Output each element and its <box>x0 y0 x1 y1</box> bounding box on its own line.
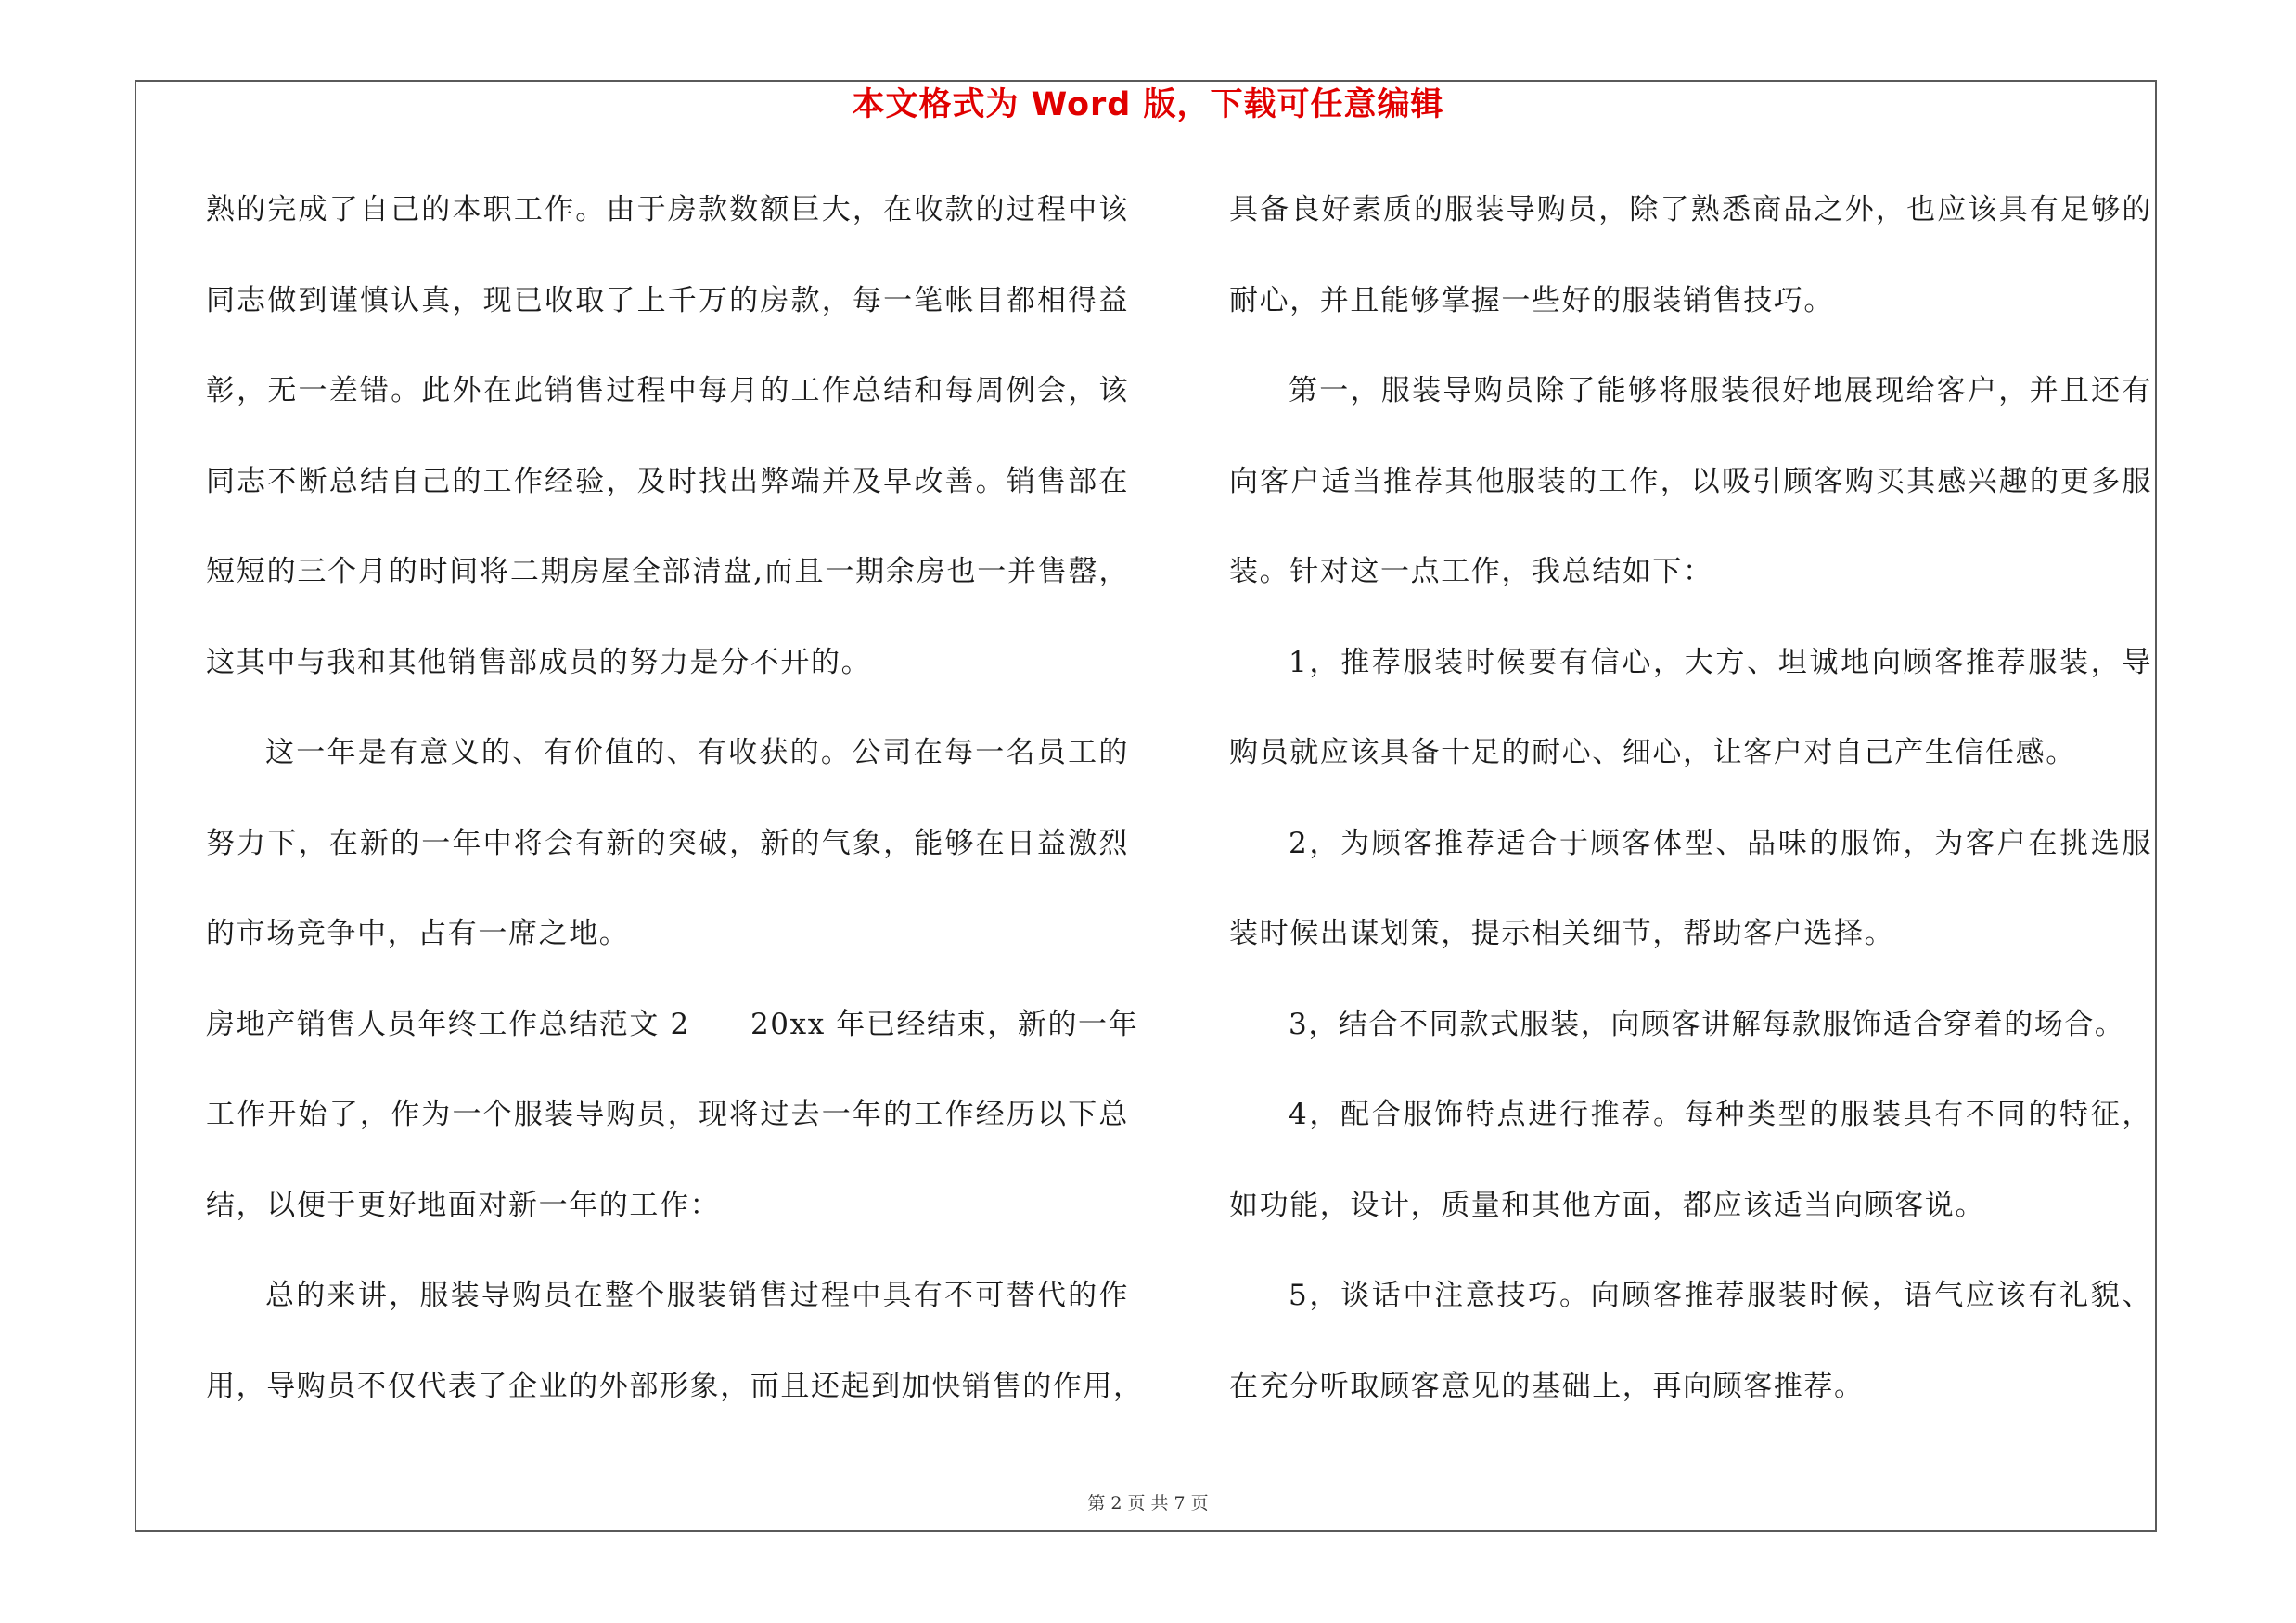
right-column <box>1229 187 2152 1453</box>
format-banner: 本文格式为 Word 版，下载可任意编辑 <box>852 86 1444 123</box>
text-line: 结，以便于更好地面对新一年的工作： <box>206 1188 721 1222</box>
text-line: 彰，无一差错。此外在此销售过程中每月的工作总结和每周例会，该 <box>206 374 1129 407</box>
text-line: 具备良好素质的服装导购员，除了熟悉商品之外，也应该具有足够的 <box>1229 193 2152 226</box>
text-line: 房地产销售人员年终工作总结范文 2 20xx 年已经结束，新的一年 <box>206 1007 1139 1041</box>
text-line: 装。针对这一点工作，我总结如下： <box>1229 555 1713 588</box>
text-line: 如功能，设计，质量和其他方面，都应该适当向顾客说。 <box>1229 1188 1985 1222</box>
text-line: 总的来讲，服装导购员在整个服装销售过程中具有不可替代的作 <box>265 1279 1129 1312</box>
text-line: 4，配合服饰特点进行推荐。每种类型的服装具有不同的特征， <box>1289 1098 2152 1131</box>
text-line: 1，推荐服装时候要有信心，大方、坦诚地向顾客推荐服装，导 <box>1289 645 2152 679</box>
text-line: 努力下，在新的一年中将会有新的突破，新的气象，能够在日益激烈 <box>206 826 1129 860</box>
text-line: 5，谈话中注意技巧。向顾客推荐服装时候，语气应该有礼貌、 <box>1289 1279 2152 1312</box>
text-line: 熟的完成了自己的本职工作。由于房款数额巨大，在收款的过程中该 <box>206 193 1129 226</box>
text-line: 在充分听取顾客意见的基础上，再向顾客推荐。 <box>1229 1369 1865 1403</box>
text-line: 这其中与我和其他销售部成员的努力是分不开的。 <box>206 645 872 679</box>
text-line: 同志做到谨慎认真，现已收取了上千万的房款，每一笔帐目都相得益 <box>206 283 1129 317</box>
left-column <box>206 187 1144 1453</box>
text-line: 装时候出谋划策，提示相关细节，帮助客户选择。 <box>1229 917 1895 950</box>
text-line: 购员就应该具备十足的耐心、细心，让客户对自己产生信任感。 <box>1229 736 2076 769</box>
text-line: 同志不断总结自己的工作经验，及时找出弊端并及早改善。销售部在 <box>206 464 1129 498</box>
text-line: 的市场竞争中，占有一席之地。 <box>206 917 630 950</box>
text-line: 工作开始了，作为一个服装导购员，现将过去一年的工作经历以下总 <box>206 1098 1129 1131</box>
text-line: 3，结合不同款式服装，向顾客讲解每款服饰适合穿着的场合。 <box>1289 1007 2125 1041</box>
text-line: 耐心，并且能够掌握一些好的服装销售技巧。 <box>1229 283 1834 317</box>
text-line: 向客户适当推荐其他服装的工作，以吸引顾客购买其感兴趣的更多服 <box>1229 464 2152 498</box>
page-number: 第 2 页 共 7 页 <box>1087 1493 1209 1514</box>
text-line: 短短的三个月的时间将二期房屋全部清盘,而且一期余房也一并售罄， <box>206 555 1129 588</box>
text-line: 2，为顾客推荐适合于顾客体型、品味的服饰，为客户在挑选服 <box>1289 826 2152 860</box>
text-line: 这一年是有意义的、有价值的、有收获的。公司在每一名员工的 <box>265 736 1129 769</box>
text-line: 用，导购员不仅代表了企业的外部形象，而且还起到加快销售的作用， <box>206 1369 1144 1403</box>
text-line: 第一，服装导购员除了能够将服装很好地展现给客户，并且还有 <box>1289 374 2152 407</box>
